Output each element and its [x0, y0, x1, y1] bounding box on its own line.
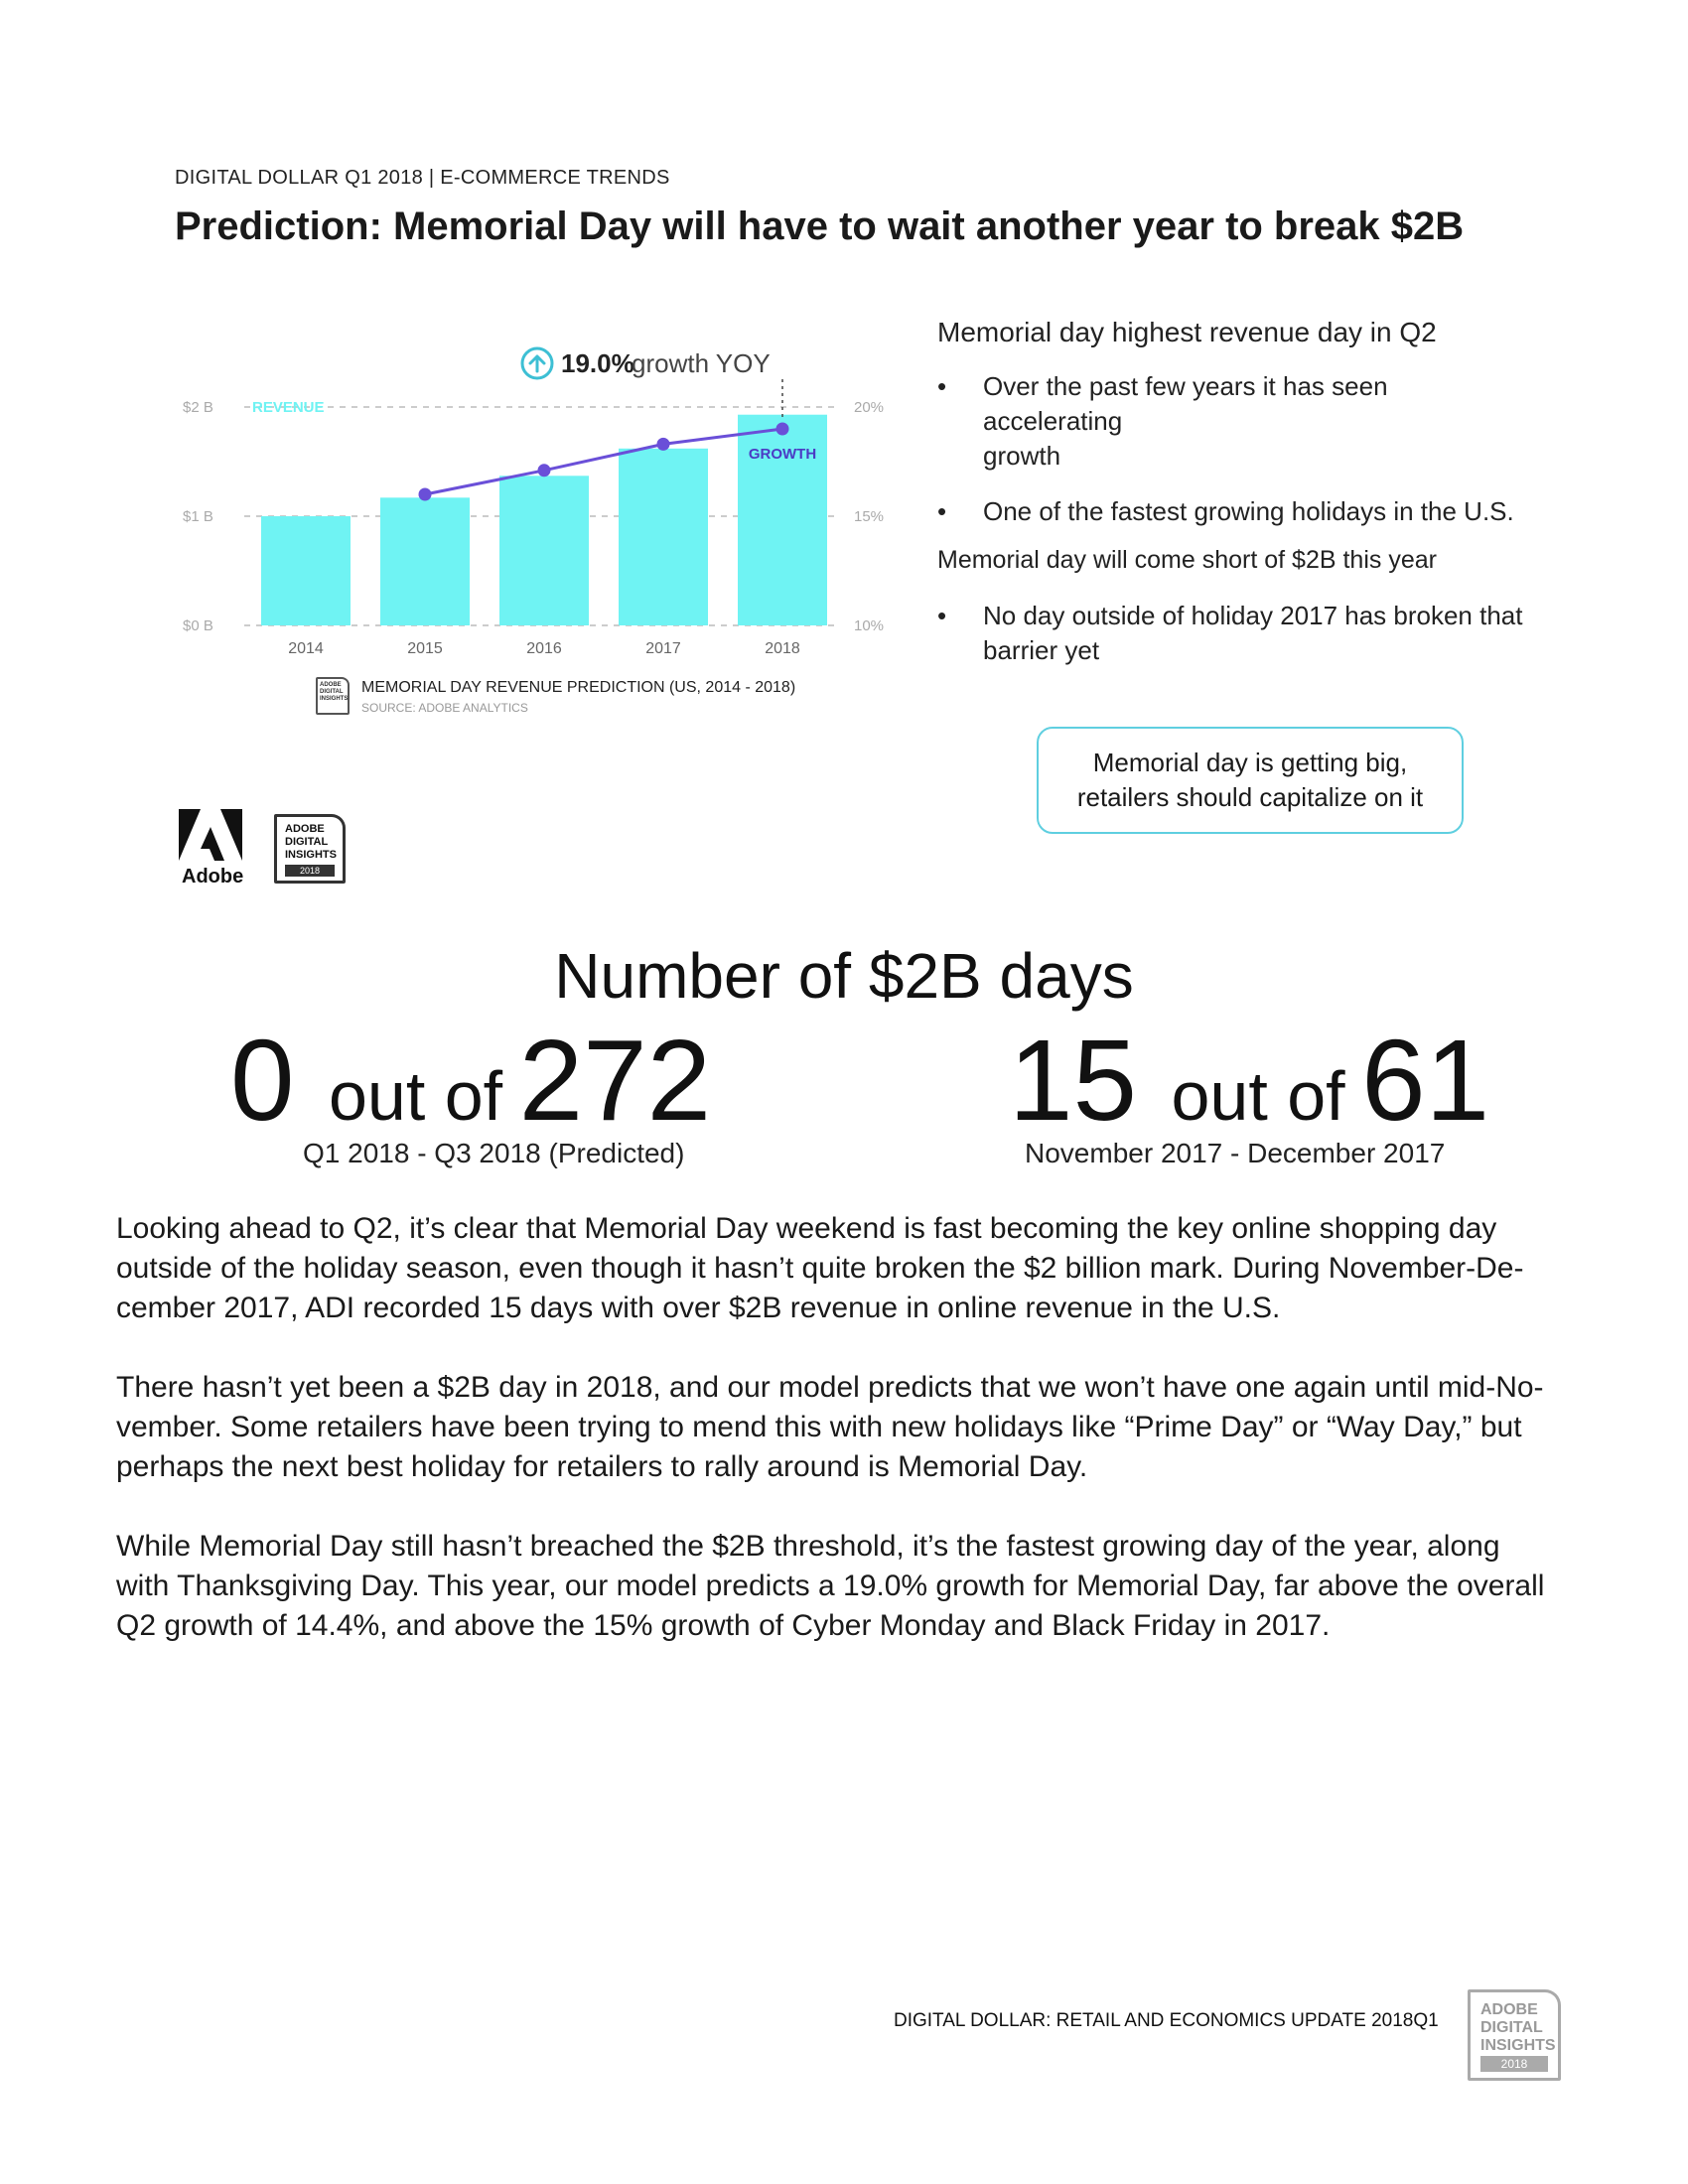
growth-annotation-text: growth YOY: [632, 348, 771, 378]
badge-text: DIGITAL: [1480, 2019, 1543, 2036]
x-tick-label: 2018: [765, 640, 800, 657]
adi-badge-icon: [274, 814, 346, 884]
growth-line: [425, 429, 782, 494]
badge-text: INSIGHTS: [1480, 2037, 1556, 2054]
bullet-glyph: •: [937, 601, 947, 631]
key-points-heading: Memorial day highest revenue day in Q2: [937, 317, 1437, 347]
badge-text: DIGITAL: [285, 836, 329, 848]
x-tick-label: 2014: [288, 640, 324, 657]
stat-left-period: Q1 2018 - Q3 2018 (Predicted): [303, 1138, 685, 1168]
up-arrow-glyph: [530, 356, 544, 371]
y-right-tick-label: 15%: [854, 508, 885, 525]
badge-year: 2018: [1480, 2056, 1548, 2072]
growth-point: [657, 438, 670, 451]
body-line: outside of the holiday season, even though it hasn’t quite broken the $2 billion mark. During November-De-: [116, 1252, 1524, 1285]
y-right-tick-label: 10%: [854, 617, 885, 634]
key-points-subheading: Memorial day will come short of $2B this year: [937, 546, 1437, 575]
body-line: Looking ahead to Q2, it’s clear that Memorial Day weekend is fast becoming the key online shopping day: [116, 1212, 1497, 1245]
bullet-text-line: One of the fastest growing holidays in the U.S.: [983, 495, 1514, 526]
bullet-item: [937, 369, 1533, 475]
bullet-text-line: No day outside of holiday 2017 has broken that: [983, 601, 1523, 631]
x-tick-label: 2016: [526, 640, 562, 657]
body-line: vember. Some retailers have been trying to mend this with new holidays like “Prime Day” or “Way Day,” but: [116, 1411, 1522, 1443]
adi-caption-icon: ADOBE DIGITAL INSIGHTS: [316, 677, 350, 715]
badge-year: 2018: [285, 865, 335, 877]
revenue-series-label: REVENUE: [252, 399, 325, 416]
stat-right: [1009, 1016, 1490, 1145]
bullet-glyph: •: [937, 495, 947, 526]
x-tick-label: 2017: [645, 640, 681, 657]
stat-right-connector: out of: [1171, 1057, 1345, 1135]
adobe-wordmark: Adobe: [182, 866, 244, 887]
bullet-item: [937, 494, 1533, 529]
body-line: perhaps the next best holiday for retailers to rally around is Memorial Day.: [116, 1450, 1088, 1483]
body-line: There hasn’t yet been a $2B day in 2018, and our model predicts that we won’t have one again until mid-No-: [116, 1371, 1544, 1404]
badge-text: INSIGHTS: [285, 849, 337, 861]
body-line: with Thanksgiving Day. This year, our model predicts a 19.0% growth for Memorial Day, far above the overall: [116, 1570, 1545, 1602]
badge-text: ADOBE: [285, 823, 325, 835]
body-line: cember 2017, ADI recorded 15 days with over $2B revenue in online revenue in the U.S.: [116, 1292, 1281, 1324]
badge-text: ADOBE: [1480, 2001, 1538, 2018]
chart-caption-source: SOURCE: ADOBE ANALYTICS: [361, 701, 528, 715]
stat-right-period: November 2017 - December 2017: [1025, 1138, 1446, 1168]
growth-point: [776, 423, 789, 436]
body-paragraph-1: [116, 1209, 1566, 1328]
stat-right-count: 15: [1009, 1016, 1138, 1145]
y-right-tick-label: 20%: [854, 399, 885, 416]
callout-box: [1037, 727, 1464, 834]
page-title: Prediction: Memorial Day will have to wait another year to break $2B: [175, 205, 1465, 248]
revenue-bar: [499, 476, 589, 625]
bullet-item: [937, 599, 1533, 669]
stat-left-total: 272: [518, 1016, 712, 1145]
footer-text: DIGITAL DOLLAR: RETAIL AND ECONOMICS UPDATE 2018Q1: [894, 2010, 1439, 2031]
revenue-bar: [619, 449, 708, 625]
y-left-tick-label: $1 B: [183, 508, 213, 525]
bullet-text-line: Over the past few years it has seen accelerating: [983, 370, 1388, 436]
body-paragraph-2: [116, 1368, 1566, 1487]
eyebrow-label: DIGITAL DOLLAR Q1 2018 | E-COMMERCE TRENDS: [175, 167, 670, 189]
stats-title: Number of $2B days: [554, 940, 1134, 1012]
revenue-bar: [380, 497, 470, 625]
y-left-tick-label: $0 B: [183, 617, 213, 634]
stat-left: [230, 1016, 712, 1145]
y-left-tick-label: $2 B: [183, 399, 213, 416]
bullet-text-line: barrier yet: [983, 635, 1100, 666]
chart-caption-title: MEMORIAL DAY REVENUE PREDICTION (US, 2014 - 2018): [361, 679, 796, 696]
bullet-text-line: growth: [983, 441, 1061, 472]
body-paragraph-3: [116, 1527, 1566, 1646]
bullet-glyph: •: [937, 370, 947, 401]
revenue-bar: [261, 516, 351, 625]
growth-annotation-value: 19.0%: [561, 348, 634, 378]
memorial-day-revenue-chart: [175, 328, 929, 665]
stat-left-connector: out of: [328, 1057, 503, 1135]
footer-adi-badge-icon: [1468, 1989, 1561, 2081]
callout-line: retailers should capitalize on it: [1076, 782, 1424, 812]
callout-line: Memorial day is getting big,: [1092, 747, 1408, 777]
adobe-logo-icon: [179, 809, 242, 865]
stat-right-total: 61: [1361, 1016, 1490, 1145]
growth-series-label: GROWTH: [748, 446, 817, 463]
body-line: Q2 growth of 14.4%, and above the 15% growth of Cyber Monday and Black Friday in 2017.: [116, 1609, 1331, 1642]
key-points: [937, 316, 1533, 669]
stat-left-count: 0: [230, 1016, 295, 1145]
x-tick-label: 2015: [407, 640, 443, 657]
growth-point: [538, 464, 551, 477]
body-line: While Memorial Day still hasn’t breached the $2B threshold, it’s the fastest growing day of the year, along: [116, 1530, 1500, 1563]
growth-point: [419, 488, 432, 501]
